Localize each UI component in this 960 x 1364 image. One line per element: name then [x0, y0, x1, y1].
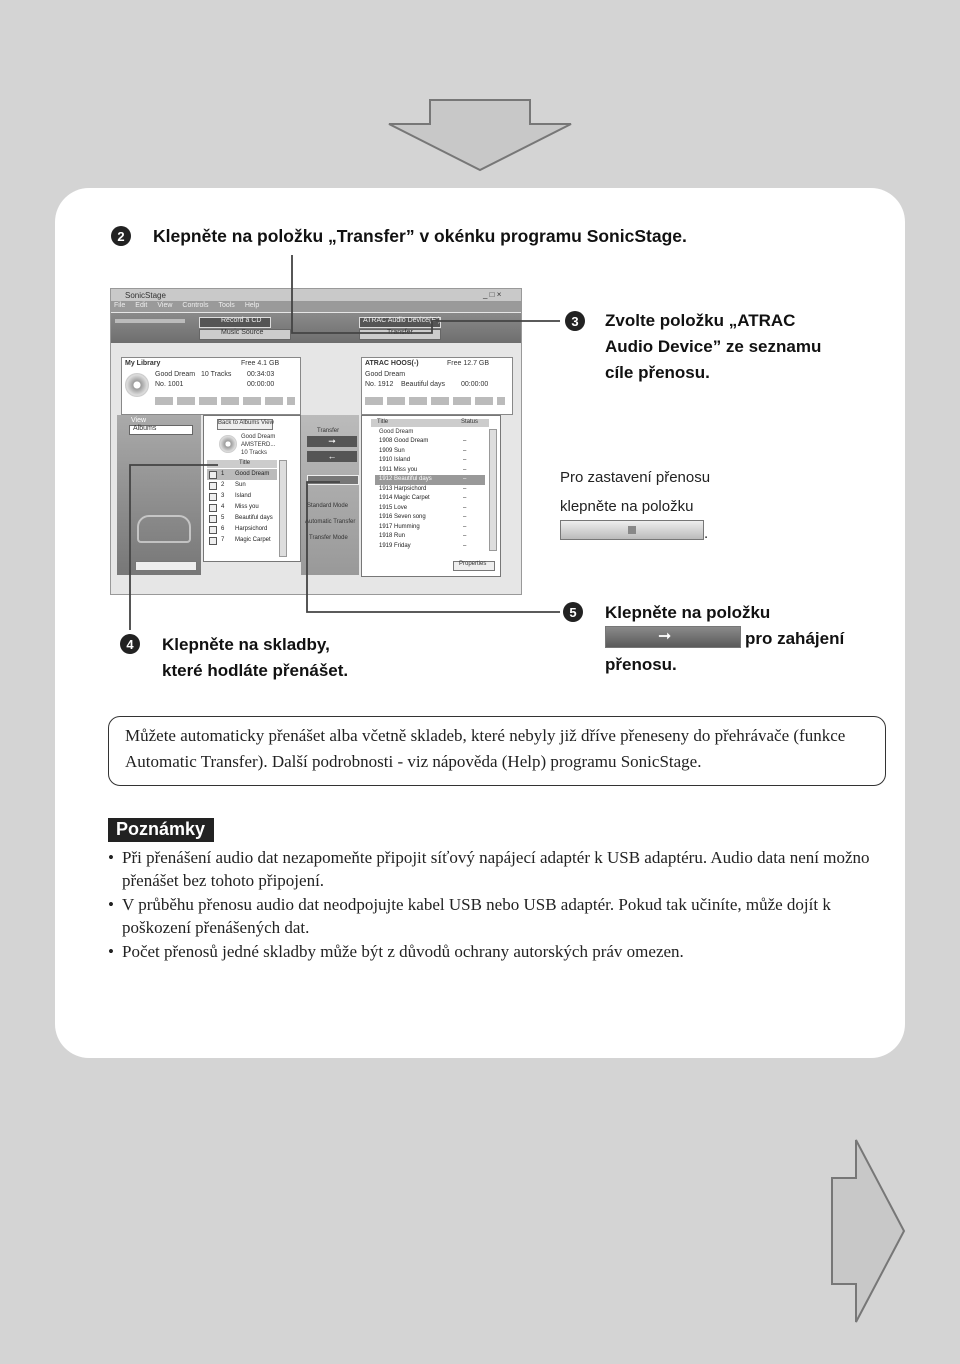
album-artist: AMSTERD... — [241, 442, 276, 448]
properties-button[interactable]: Properties — [459, 561, 487, 567]
view-label: View — [131, 417, 147, 424]
menu-file[interactable]: File — [114, 302, 126, 309]
standard-mode[interactable]: Standard Mode — [307, 503, 349, 509]
album-name: Good Dream — [241, 434, 276, 440]
menu-edit[interactable]: Edit — [135, 302, 148, 309]
back-to-albums-button[interactable]: Back to Albums View — [218, 420, 274, 426]
track-number: 1 — [221, 471, 225, 477]
arrow-right-icon: ➞ — [658, 628, 672, 645]
notes-title: Poznámky — [108, 818, 214, 842]
right-track-status: – — [463, 447, 467, 454]
track-number: 7 — [221, 537, 225, 543]
track-title: Sun — [235, 482, 246, 488]
step-4-badge: 4 — [120, 634, 140, 654]
window-controls[interactable]: _ □ × — [483, 290, 502, 299]
left-tracks: 10 Tracks — [201, 371, 232, 378]
right-title-column[interactable]: Title — [377, 419, 389, 425]
next-page-arrow-icon — [828, 1136, 908, 1326]
track-number: 6 — [221, 526, 225, 532]
transfer-reverse-button[interactable]: ← — [307, 451, 357, 462]
track-title: Island — [235, 493, 252, 499]
right-album: Good Dream — [365, 371, 406, 378]
track-title: Harpsichord — [235, 526, 268, 532]
right-group-header: Good Dream — [379, 429, 414, 435]
menu-tools[interactable]: Tools — [218, 302, 235, 309]
right-track-status: – — [463, 504, 467, 511]
transfer-label: Transfer — [317, 428, 340, 434]
right-track-status: – — [463, 485, 467, 492]
device-title: ATRAC HOOS(-) — [365, 360, 419, 367]
menu-controls[interactable]: Controls — [182, 302, 209, 309]
menu-help[interactable]: Help — [244, 302, 260, 309]
left-time2: 00:00:00 — [247, 381, 275, 388]
step-2-text: Klepněte na položku „Transfer” v okénku programu SonicStage. — [153, 226, 687, 246]
stop-line-2: klepněte na položku — [560, 498, 694, 515]
device-select[interactable]: ATRAC Audio Device(E:) — [363, 317, 441, 324]
record-cd-tab[interactable]: Record a CD — [221, 317, 262, 324]
right-track-title: 1912 Beautiful days — [379, 476, 432, 482]
step-4-line-2: které hodláte přenášet. — [162, 661, 349, 680]
step-3-line-1: Zvolte položku „ATRAC — [605, 311, 796, 330]
stop-square-icon — [628, 526, 636, 534]
right-track-title: 1914 Magic Carpet — [379, 495, 430, 501]
right-track-title: 1916 Seven song — [379, 514, 426, 520]
free-space-right: Free 12.7 GB — [447, 360, 490, 367]
left-album: Good Dream — [155, 371, 196, 378]
right-track-title: 1919 Friday — [379, 542, 411, 549]
music-source-tab[interactable]: Music Source — [221, 329, 264, 336]
step-3-line-2: Audio Device” ze seznamu — [605, 337, 822, 356]
stop-line-1: Pro zastavení přenosu — [560, 469, 711, 486]
album-tracks: 10 Tracks — [241, 450, 268, 456]
app-title: SonicStage — [125, 291, 166, 300]
menu-view[interactable]: View — [157, 302, 173, 309]
track-number: 5 — [221, 515, 225, 521]
step-5-line-1: Klepněte na položku — [605, 603, 771, 622]
my-library-label: My Library — [125, 360, 161, 367]
right-track-status: – — [463, 514, 467, 520]
right-track-title: 1911 Miss you — [379, 466, 418, 473]
step-5-after-button: pro zahájení — [745, 629, 845, 648]
right-track-status: – — [463, 476, 467, 482]
right-time: 00:00:00 — [461, 381, 489, 388]
step-2-badge: 2 — [111, 226, 131, 246]
note-item: • Při přenášení audio dat nezapomeňte připojit síťový napájecí adaptér k USB adaptéru. Audio data není možno přenášet bez tohoto připojení. — [106, 846, 876, 892]
transfer-mode[interactable]: Transfer Mode — [309, 535, 348, 541]
right-track-status: – — [463, 457, 467, 463]
right-track-status: – — [463, 523, 467, 530]
right-no: No. 1912 — [365, 381, 394, 388]
left-no: No. 1001 — [155, 381, 184, 388]
track-title: Miss you — [235, 504, 259, 510]
view-select[interactable]: Albums — [133, 425, 157, 432]
right-track: Beautiful days — [401, 381, 445, 388]
right-track-title: 1918 Run — [379, 533, 406, 539]
step-5-line-3: přenosu. — [605, 655, 677, 674]
callout-text: Můžete automaticky přenášet alba včetně skladeb, které nebyly již dříve přeneseny do přehrávače (funkce Automatic Transfer). Další podrobnosti - viz nápověda (Help) programu SonicStage. — [125, 726, 846, 771]
right-track-title: 1908 Good Dream — [379, 438, 429, 444]
track-number: 3 — [221, 493, 225, 499]
right-status-column[interactable]: Status — [461, 419, 479, 425]
left-time: 00:34:03 — [247, 371, 275, 378]
right-track-status: – — [463, 438, 467, 444]
right-track-status: – — [463, 542, 467, 549]
right-track-status: – — [463, 495, 467, 501]
free-space-left: Free 4.1 GB — [241, 360, 280, 367]
step-4-line-1: Klepněte na skladby, — [162, 635, 330, 654]
transfer-start-button[interactable]: ➞ — [307, 436, 357, 447]
stop-transfer-button[interactable] — [560, 520, 704, 540]
notes-list — [106, 846, 876, 964]
right-track-status: – — [463, 533, 467, 539]
right-track-title: 1910 Island — [379, 457, 411, 463]
step-3-badge: 3 — [565, 311, 585, 331]
right-track-title: 1909 Sun — [379, 447, 405, 454]
right-track-title: 1915 Love — [379, 504, 408, 511]
info-callout — [108, 716, 886, 786]
track-number: 4 — [221, 504, 225, 510]
step-3-line-3: cíle přenosu. — [605, 363, 710, 382]
step-5-badge: 5 — [563, 602, 583, 622]
track-number: 2 — [221, 482, 225, 488]
right-track-title: 1917 Humming — [379, 523, 420, 530]
track-title: Good Dream — [235, 471, 270, 477]
start-transfer-button[interactable] — [605, 626, 741, 648]
track-title: Beautiful days — [235, 515, 273, 521]
note-item: • Počet přenosů jedné skladby může být z důvodů ochrany autorských práv omezen. — [106, 940, 876, 963]
automatic-transfer[interactable]: Automatic Transfer — [305, 519, 356, 525]
stop-period: . — [704, 525, 709, 542]
track-title: Magic Carpet — [235, 537, 271, 543]
title-column[interactable]: Title — [239, 460, 251, 466]
transfer-tab[interactable]: Transfer — [387, 329, 413, 336]
note-item: • V průběhu přenosu audio dat neodpojujte kabel USB nebo USB adaptér. Pokud tak učiníte, může dojít k poškození přenášených dat. — [106, 893, 876, 939]
right-track-title: 1913 Harpsichord — [379, 485, 427, 492]
right-track-status: – — [463, 466, 467, 473]
